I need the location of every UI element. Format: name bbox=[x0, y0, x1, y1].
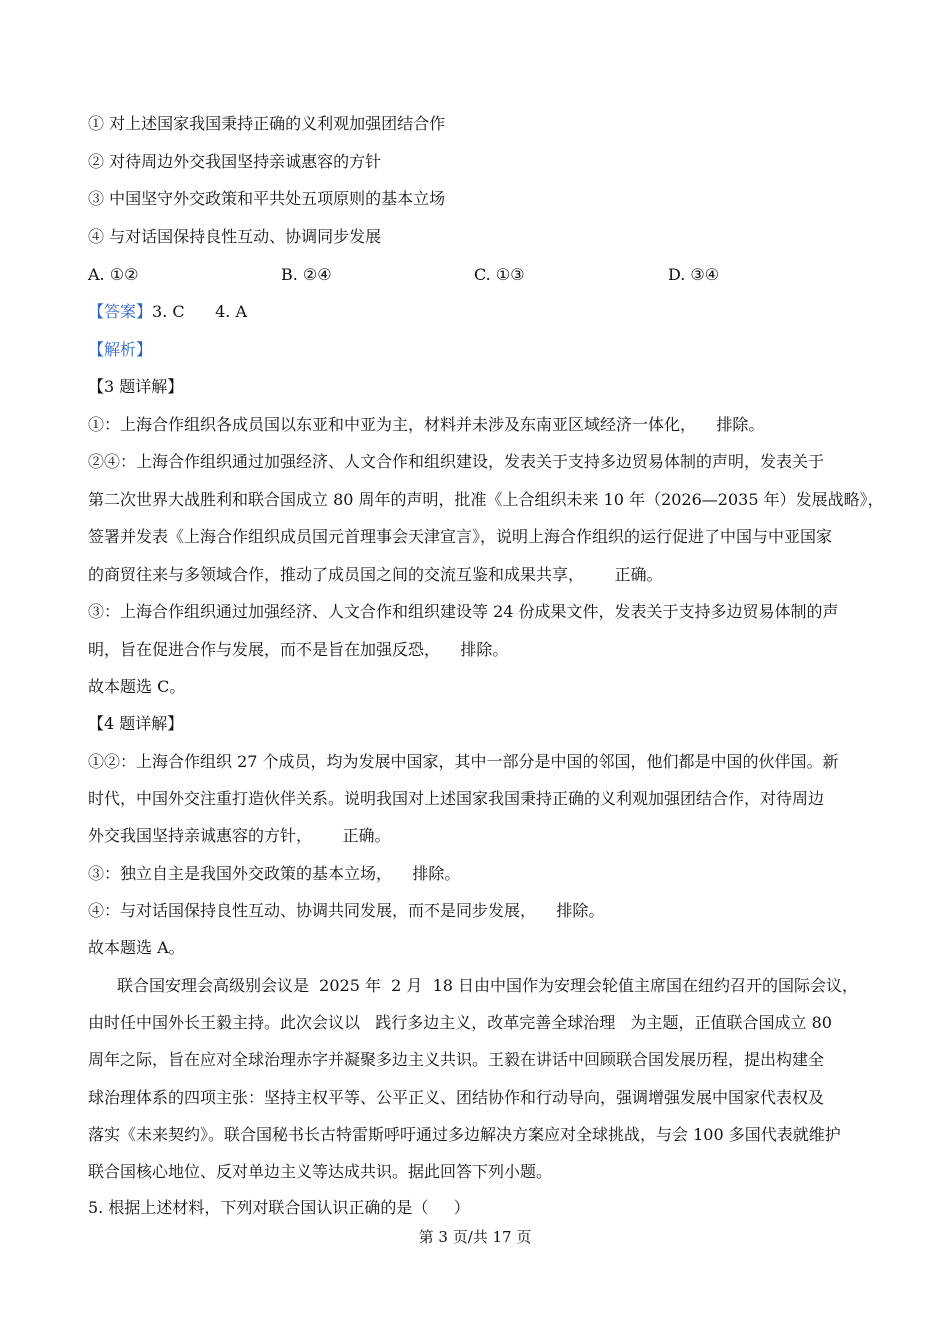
q4-line: ④：与对话国保持良性互动、协调共同发展，而不是同步发展， 排除。 bbox=[88, 901, 605, 920]
q4-line: 时代，中国外交注重打造伙伴关系。说明我国对上述国家我国秉持正确的义利观加强团结合作，对待周边 bbox=[88, 789, 825, 808]
option-4: ④ 与对话国保持良性互动、协调同步发展 bbox=[88, 227, 382, 246]
material-line: 联合国核心地位、反对单边主义等达成共识。据此回答下列小题。 bbox=[88, 1162, 553, 1181]
q4-line: 外交我国坚持亲诚惠容的方针， 正确。 bbox=[88, 826, 391, 845]
choice-a: A. ①② bbox=[88, 265, 139, 284]
material-line: 由时任中国外长王毅主持。此次会议以 践行多边主义，改革完善全球治理 为主题，正值联合国成立 80 bbox=[88, 1013, 832, 1032]
option-3: ③ 中国坚守外交政策和平共处五项原则的基本立场 bbox=[88, 189, 446, 208]
choice-b: B. ②④ bbox=[281, 265, 332, 284]
question-5: 5. 根据上述材料，下列对联合国认识正确的是（ ） bbox=[88, 1198, 470, 1217]
q4-conclusion: 故本题选 A。 bbox=[88, 938, 185, 957]
q4-title: 【4 题详解】 bbox=[88, 714, 184, 733]
page-footer: 第 3 页/共 17 页 bbox=[418, 1228, 532, 1246]
analysis-tag: 【解析】 bbox=[88, 340, 153, 359]
q3-line: ①：上海合作组织各成员国以东亚和中亚为主，材料并未涉及东南亚区域经济一体化， 排除。 bbox=[88, 415, 765, 434]
choice-c: C. ①③ bbox=[474, 265, 525, 284]
q3-line: ③：上海合作组织通过加强经济、人文合作和组织建设等 24 份成果文件，发表关于支持多边贸易体制的声 bbox=[88, 602, 839, 621]
q4-line: ③：独立自主是我国外交政策的基本立场， 排除。 bbox=[88, 864, 461, 883]
q3-line: 签署并发表《上海合作组织成员国元首理事会天津宣言》，说明上海合作组织的运行促进了中国与中亚国家 bbox=[88, 527, 833, 546]
choice-d: D. ③④ bbox=[668, 265, 720, 284]
q3-conclusion: 故本题选 C。 bbox=[88, 677, 186, 696]
q3-line: 第二次世界大战胜利和联合国成立 80 周年的声明，批准《上合组织未来 10 年（2026—2035 年）发展战略》， bbox=[88, 490, 884, 509]
material-line: 落实《未来契约》。联合国秘书长古特雷斯呼吁通过多边解决方案应对全球挑战，与会 100 多国代表就维护 bbox=[88, 1125, 841, 1144]
answer-tag: 【答案】 bbox=[88, 302, 153, 321]
q3-line: 的商贸往来与多领域合作，推动了成员国之间的交流互鉴和成果共享， 正确。 bbox=[88, 565, 663, 584]
q3-title: 【3 题详解】 bbox=[88, 377, 184, 396]
q3-line: 明，旨在促进合作与发展，而不是旨在加强反恐， 排除。 bbox=[88, 640, 509, 659]
option-1: ① 对上述国家我国秉持正确的义利观加强团结合作 bbox=[88, 114, 446, 133]
answer-line bbox=[88, 302, 247, 322]
q3-line: ②④：上海合作组织通过加强经济、人文合作和组织建设，发表关于支持多边贸易体制的声明，发表关于 bbox=[88, 452, 825, 471]
option-2: ② 对待周边外交我国坚持亲诚惠容的方针 bbox=[88, 152, 382, 171]
material-line: 周年之际，旨在应对全球治理赤字并凝聚多边主义共识。王毅在讲话中回顾联合国发展历程，提出构建全 bbox=[88, 1050, 825, 1069]
answer-text: 3. C 4. A bbox=[152, 302, 248, 321]
material-line: 联合国安理会高级别会议是 2025 年 2 月 18 日由中国作为安理会轮值主席国在纽约召开的国际会议， bbox=[117, 976, 859, 995]
material-line: 球治理体系的四项主张：坚持主权平等、公平正义、团结协作和行动导向，强调增强发展中国家代表权及 bbox=[88, 1088, 825, 1107]
q4-line: ①②：上海合作组织 27 个成员，均为发展中国家，其中一部分是中国的邻国，他们都是中国的伙伴国。新 bbox=[88, 752, 839, 771]
